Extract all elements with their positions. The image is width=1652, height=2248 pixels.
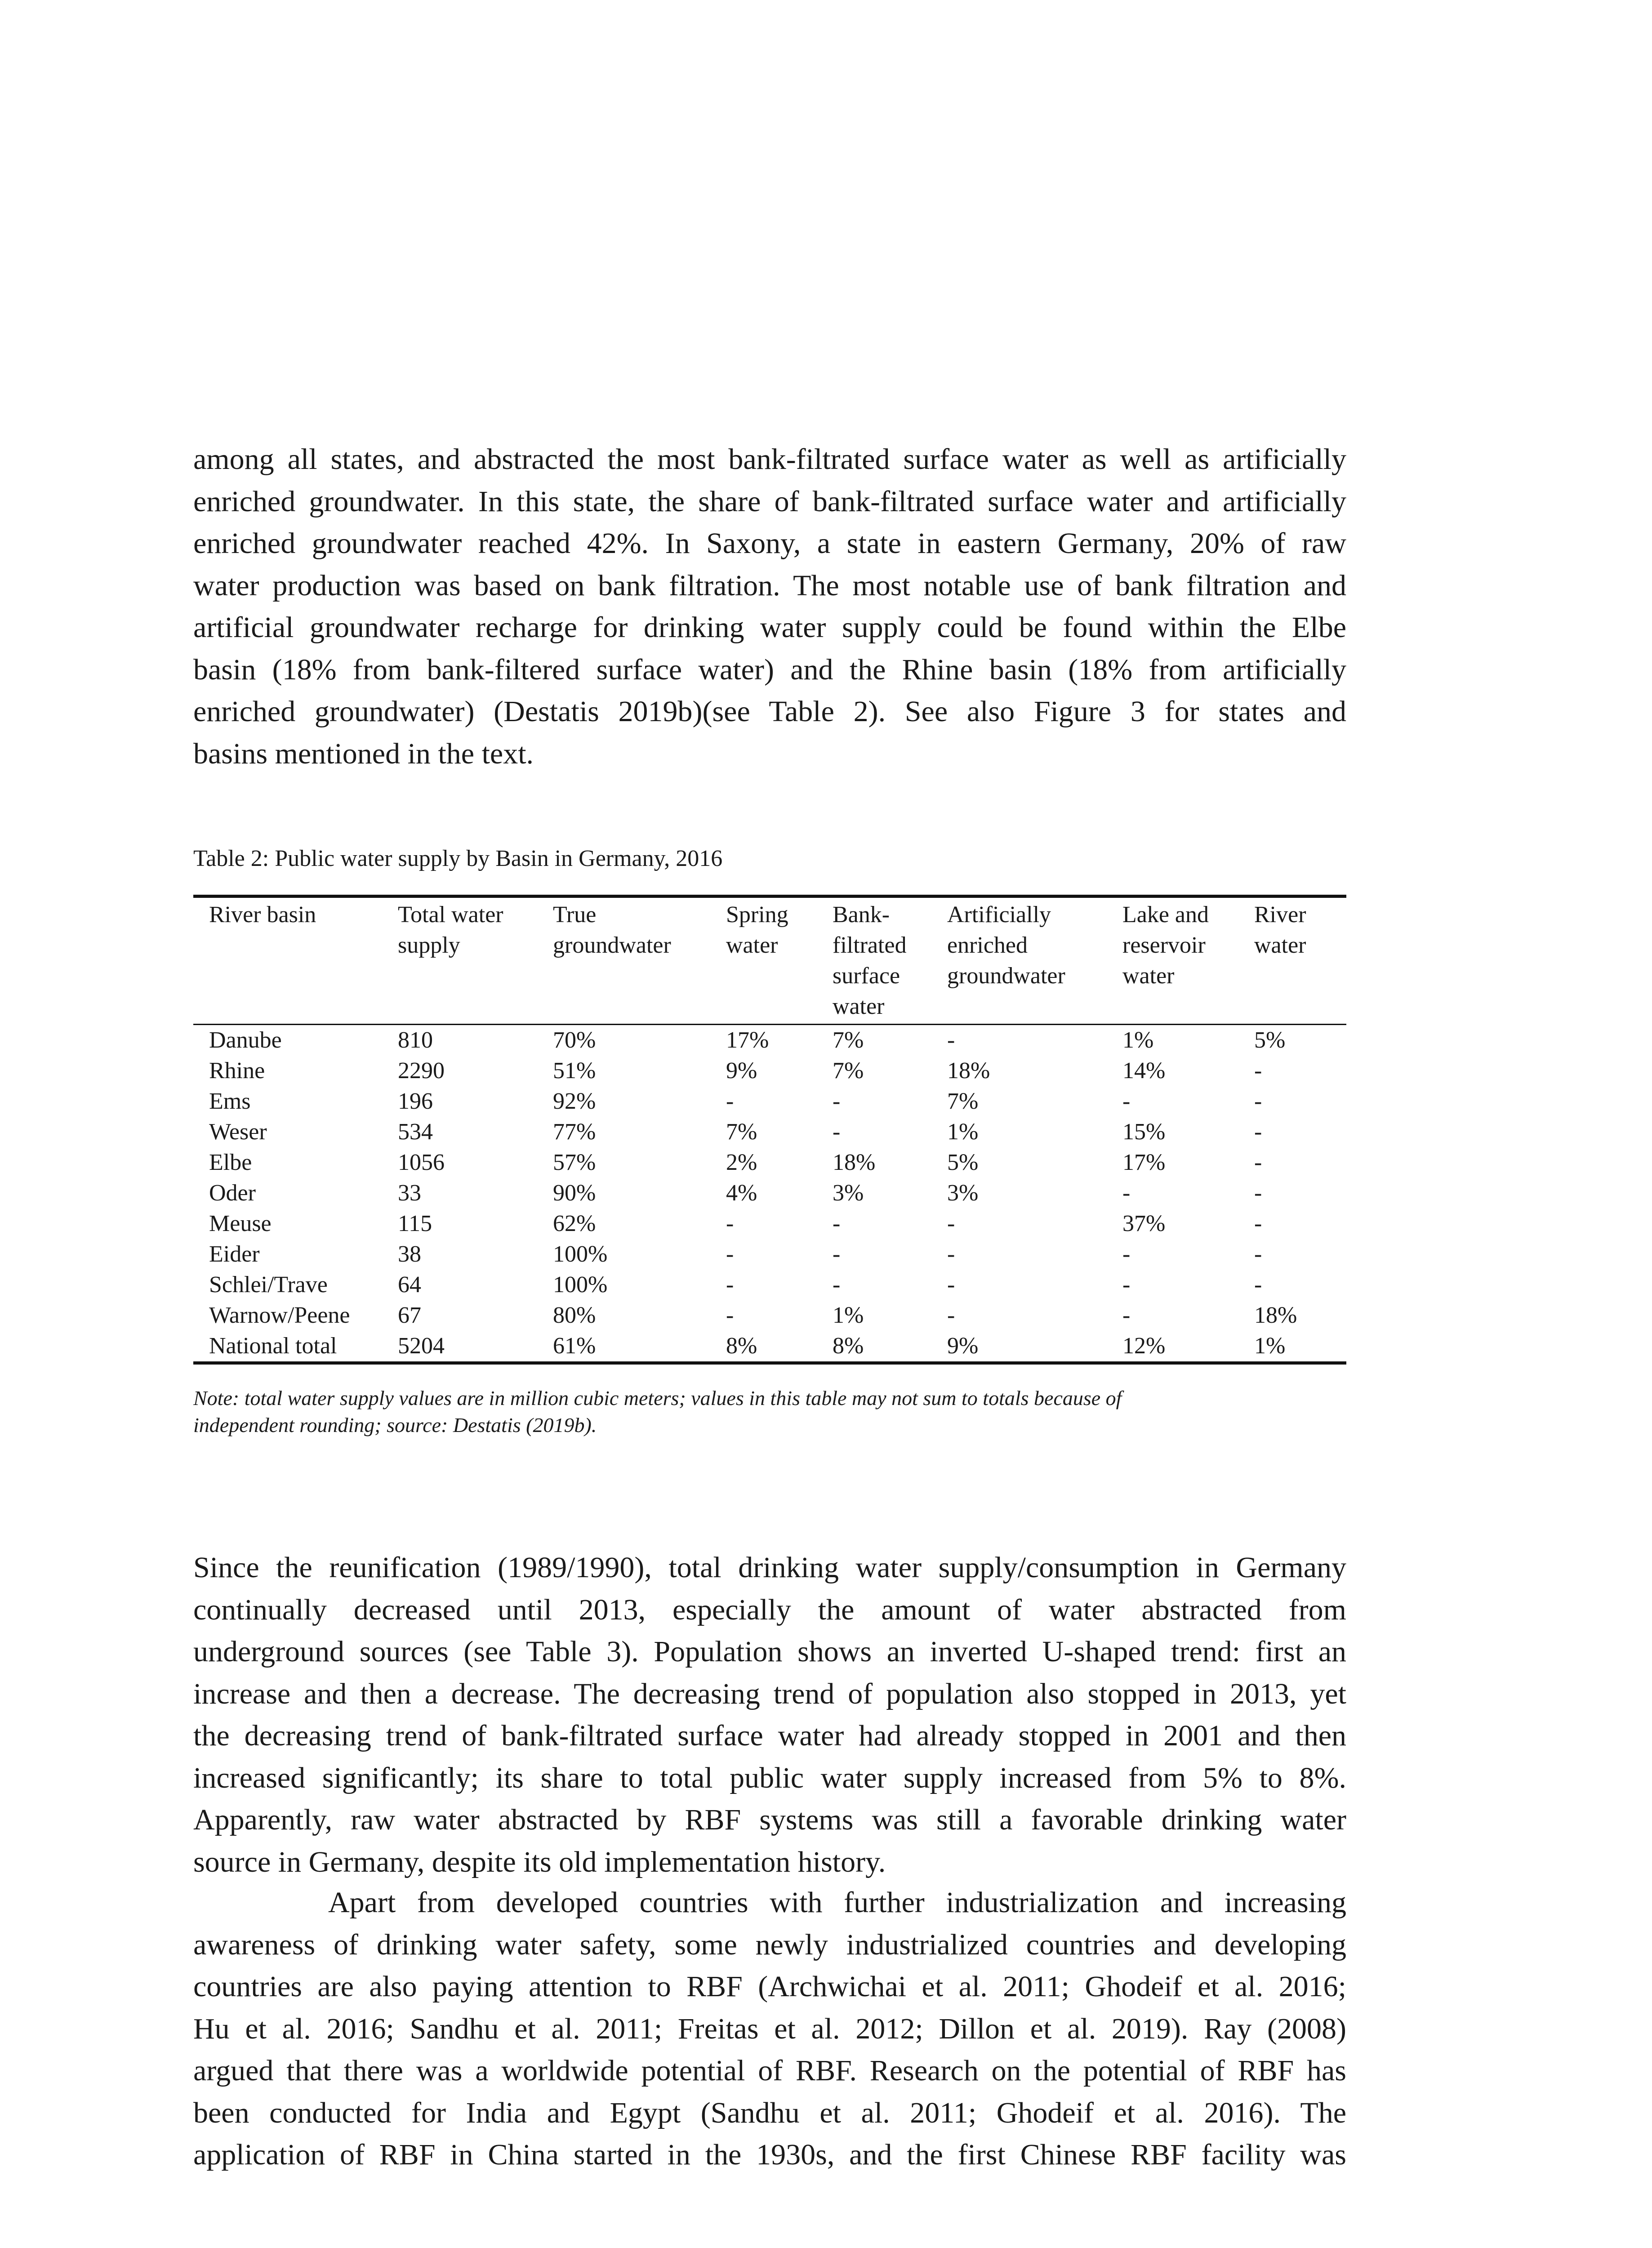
table-cell: Warnow/Peene <box>209 1302 350 1328</box>
table-cell: Elbe <box>209 1150 252 1175</box>
table-caption: Table 2: Public water supply by Basin in Germany, 2016 <box>193 846 723 871</box>
table-cell: 100% <box>553 1272 608 1298</box>
table-cell: 90% <box>553 1180 596 1206</box>
table-cell: 5% <box>947 1150 979 1175</box>
text-line: enriched groundwater reached 42%. In Saxony, a state in eastern Germany, 20% of raw <box>193 527 1346 560</box>
table-cell: - <box>1254 1058 1262 1084</box>
text-line: Apart from developed countries with further industrialization and increasing <box>328 1886 1346 1919</box>
table-cell: - <box>726 1272 734 1298</box>
text-line: Apparently, raw water abstracted by RBF systems was still a favorable drinking water <box>193 1803 1346 1836</box>
table-cell: National total <box>209 1333 337 1359</box>
table-cell: Meuse <box>209 1211 272 1236</box>
paragraph-3 <box>193 1882 1346 2176</box>
text-line: artificial groundwater recharge for drinking water supply could be found within the Elbe <box>193 611 1346 644</box>
table-cell: - <box>726 1241 734 1267</box>
table-cell: 196 <box>398 1088 433 1114</box>
table-cell: 3% <box>947 1180 979 1206</box>
table-row <box>193 1117 1346 1147</box>
table-cell: - <box>1254 1241 1262 1267</box>
column-header: Bank- filtrated surface water <box>833 902 907 1019</box>
text-line: Hu et al. 2016; Sandhu et al. 2011; Freitas et al. 2012; Dillon et al. 2019). Ray (2008) <box>193 2012 1346 2045</box>
table-cell: 92% <box>553 1088 596 1114</box>
table-cell: 38 <box>398 1241 421 1267</box>
table-cell: - <box>947 1241 955 1267</box>
table-cell: 12% <box>1122 1333 1166 1359</box>
table-cell: 8% <box>833 1333 864 1359</box>
text-line: argued that there was a worldwide potential of RBF. Research on the potential of RBF has <box>193 2054 1346 2087</box>
note-line: Note: total water supply values are in million cubic meters; values in this table may not sum to totals because of <box>193 1387 1122 1409</box>
table-row <box>193 1209 1346 1239</box>
table-cell: 2290 <box>398 1058 445 1084</box>
column-header: Spring water <box>726 902 788 958</box>
table-cell: - <box>1254 1150 1262 1175</box>
column-header: Artificially enriched groundwater <box>947 902 1065 989</box>
table-cell: 115 <box>398 1211 432 1236</box>
paragraph-2 <box>193 1547 1346 1883</box>
text-line: increased significantly; its share to total public water supply increased from 5% to 8%. <box>193 1761 1346 1794</box>
text-line: among all states, and abstracted the most bank-filtrated surface water as well as artificially <box>193 443 1346 476</box>
text-line: countries are also paying attention to RBF (Archwichai et al. 2011; Ghodeif et al. 2016; <box>193 1970 1346 2003</box>
table-cell: - <box>833 1241 841 1267</box>
text-line: application of RBF in China started in the 1930s, and the first Chinese RBF facility was <box>193 2138 1346 2171</box>
table-row <box>193 1056 1346 1086</box>
table-cell: 100% <box>553 1241 608 1267</box>
table-cell: 57% <box>553 1150 596 1175</box>
table-cell: 5% <box>1254 1027 1286 1053</box>
column-header: River water <box>1254 902 1306 958</box>
table-cell: 5204 <box>398 1333 445 1359</box>
table-cell: 18% <box>947 1058 990 1084</box>
table-cell: - <box>947 1302 955 1328</box>
table-cell: 1% <box>947 1119 979 1145</box>
table-cell: Oder <box>209 1180 256 1206</box>
table-cell: Danube <box>209 1027 282 1053</box>
table-row <box>193 1239 1346 1270</box>
table-cell: - <box>1122 1180 1131 1206</box>
table-cell: 7% <box>726 1119 757 1145</box>
table-cell: Ems <box>209 1088 251 1114</box>
table-cell: - <box>947 1027 955 1053</box>
table-cell: 37% <box>1122 1211 1166 1236</box>
text-line: increase and then a decrease. The decreasing trend of population also stopped in 2013, yet <box>193 1677 1346 1710</box>
table-cell: 7% <box>947 1088 979 1114</box>
table-cell: 534 <box>398 1119 433 1145</box>
text-line: enriched groundwater) (Destatis 2019b)(see Table 2). See also Figure 3 for states and <box>193 695 1346 728</box>
table-cell: - <box>1254 1211 1262 1236</box>
table-row <box>193 1331 1346 1363</box>
table-cell: 7% <box>833 1027 864 1053</box>
table-cell: - <box>1122 1272 1131 1298</box>
table-cell: Schlei/Trave <box>209 1272 328 1298</box>
table-cell: - <box>726 1088 734 1114</box>
table-header-row <box>193 897 1346 1025</box>
table-cell: 17% <box>726 1027 769 1053</box>
table-cell: 1% <box>1254 1333 1286 1359</box>
text-line: enriched groundwater. In this state, the share of bank-filtrated surface water and artificially <box>193 485 1346 518</box>
table-cell: 64 <box>398 1272 421 1298</box>
table-row <box>193 1178 1346 1209</box>
table-cell: 17% <box>1122 1150 1166 1175</box>
column-header: Total water supply <box>398 902 503 958</box>
column-header: True groundwater <box>553 902 671 958</box>
table-cell: 7% <box>833 1058 864 1084</box>
table-cell: 8% <box>726 1333 757 1359</box>
table-cell: 1% <box>833 1302 864 1328</box>
table-cell: 70% <box>553 1027 596 1053</box>
note-line: independent rounding; source: Destatis (2019b). <box>193 1414 597 1436</box>
table-cell: 51% <box>553 1058 596 1084</box>
table-cell: 80% <box>553 1302 596 1328</box>
text-line: water production was based on bank filtration. The most notable use of bank filtration and <box>193 569 1346 602</box>
table-cell: 9% <box>726 1058 757 1084</box>
table-row <box>193 1300 1346 1331</box>
table-cell: 3% <box>833 1180 864 1206</box>
table-cell: 2% <box>726 1150 757 1175</box>
table-cell: 14% <box>1122 1058 1166 1084</box>
table-cell: 18% <box>833 1150 876 1175</box>
table-row <box>193 1086 1346 1117</box>
table-cell: 18% <box>1254 1302 1297 1328</box>
table-cell: 33 <box>398 1180 421 1206</box>
table-container <box>193 895 1346 1365</box>
table-body <box>193 1025 1346 1363</box>
text-line: underground sources (see Table 3). Population shows an inverted U-shaped trend: first an <box>193 1635 1346 1668</box>
table-cell: 62% <box>553 1211 596 1236</box>
table-cell: Weser <box>209 1119 267 1145</box>
table-cell: - <box>726 1302 734 1328</box>
text-line: basins mentioned in the text. <box>193 737 534 770</box>
table-cell: - <box>1254 1180 1262 1206</box>
table-cell: 4% <box>726 1180 757 1206</box>
column-header: Lake and reservoir water <box>1122 902 1209 989</box>
table-cell: 9% <box>947 1333 979 1359</box>
table-cell: Rhine <box>209 1058 265 1084</box>
table-cell: Eider <box>209 1241 260 1267</box>
table-cell: 810 <box>398 1027 433 1053</box>
table-note <box>193 1385 1346 1439</box>
paragraph-1 <box>193 438 1346 775</box>
text-line: the decreasing trend of bank-filtrated surface water had already stopped in 2001 and then <box>193 1719 1346 1752</box>
text-line: continually decreased until 2013, especially the amount of water abstracted from <box>193 1593 1346 1626</box>
table-cell: - <box>833 1211 841 1236</box>
table-row <box>193 1270 1346 1300</box>
table-cell: - <box>1122 1241 1131 1267</box>
table-cell: - <box>947 1272 955 1298</box>
table-cell: - <box>1254 1272 1262 1298</box>
text-line: basin (18% from bank-filtered surface water) and the Rhine basin (18% from artificially <box>193 653 1346 686</box>
table-cell: - <box>833 1119 841 1145</box>
water-supply-table <box>193 895 1346 1365</box>
table-cell: - <box>947 1211 955 1236</box>
table-cell: - <box>1254 1119 1262 1145</box>
table-cell: - <box>833 1088 841 1114</box>
table-cell: 1% <box>1122 1027 1154 1053</box>
table-row <box>193 1025 1346 1056</box>
text-line: Since the reunification (1989/1990), total drinking water supply/consumption in Germany <box>193 1551 1346 1584</box>
table-row <box>193 1147 1346 1178</box>
table-cell: - <box>1254 1088 1262 1114</box>
table-cell: 61% <box>553 1333 596 1359</box>
text-line: source in Germany, despite its old implementation history. <box>193 1845 886 1878</box>
text-line: awareness of drinking water safety, some newly industrialized countries and developing <box>193 1928 1346 1961</box>
text-line: been conducted for India and Egypt (Sandhu et al. 2011; Ghodeif et al. 2016). The <box>193 2096 1346 2129</box>
table-cell: - <box>726 1211 734 1236</box>
table-cell: - <box>833 1272 841 1298</box>
table-cell: - <box>1122 1088 1131 1114</box>
table-cell: - <box>1122 1302 1131 1328</box>
table-cell: 67 <box>398 1302 421 1328</box>
table-cell: 1056 <box>398 1150 445 1175</box>
table-cell: 77% <box>553 1119 596 1145</box>
table-cell: 15% <box>1122 1119 1166 1145</box>
column-header: River basin <box>209 902 316 928</box>
